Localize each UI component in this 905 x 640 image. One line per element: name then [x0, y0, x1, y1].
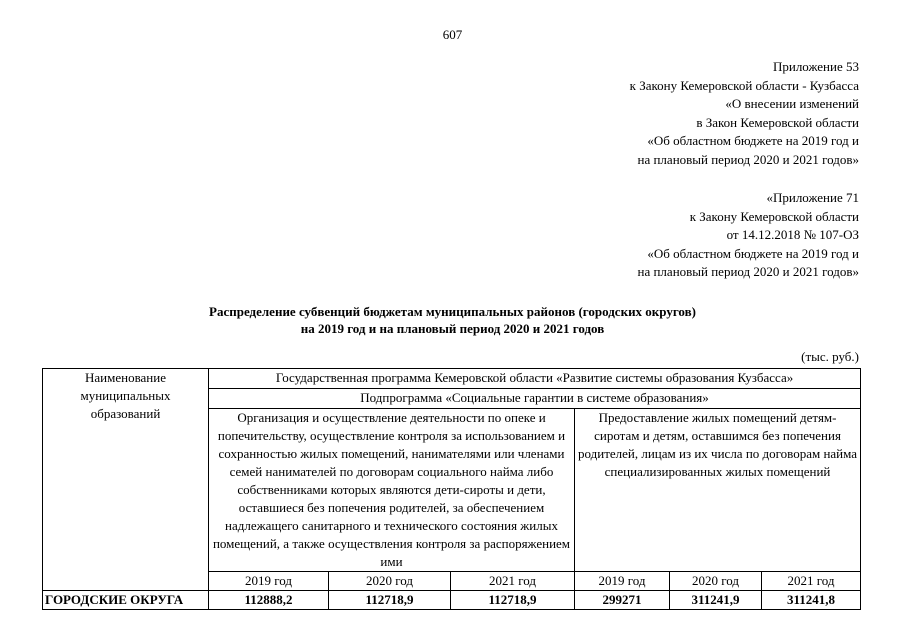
annex-top-line-6: на плановый период 2020 и 2021 годов»: [637, 151, 859, 167]
program-header-row: [43, 369, 861, 389]
units-label: (тыс. руб.): [801, 349, 859, 364]
row-value-3: 112718,9: [451, 591, 575, 610]
program-header: Государственная программа Кемеровской области «Развитие системы образования Кузбасса»: [209, 369, 861, 389]
annex-top-line-3: «О внесении изменений: [725, 96, 859, 112]
annex-bottom-line-1: «Приложение 71: [766, 190, 859, 205]
document-title-line-2: на 2019 год и на плановый период 2020 и 2021 годов: [300, 321, 605, 336]
subprogram-header: Подпрограмма «Социальные гарантии в системе образования»: [209, 389, 861, 409]
table-row: [43, 591, 861, 610]
annex-bottom-line-2: к Закону Кемеровской области: [689, 208, 859, 224]
activity-guardianship-header: Организация и осуществление деятельности по опеке и попечительству, осуществление контроля за использованием и сохранностью жилых помещений, нанимателями или членами семей нанимателей по договорам социального найма либо собственниками которых являются дети-сироты и дети, оставшиеся без попечения родителей, за обеспечением надлежащего санитарного и технического состояния жилых помещений, а также осуществления контроля за распоряжением ими: [209, 409, 575, 572]
row-value-2: 112718,9: [329, 591, 451, 610]
row-value-5: 311241,9: [670, 591, 762, 610]
annex-header-bottom: [638, 189, 860, 282]
annex-top-line-5: «Об областном бюджете на 2019 год и: [647, 133, 859, 149]
row-value-4: 299271: [575, 591, 670, 610]
annex-bottom-line-4: «Об областном бюджете на 2019 год и: [647, 245, 859, 261]
document-title-line-1: Распределение субвенций бюджетам муниципальных районов (городских округов): [209, 304, 696, 319]
annex-top-line-2: к Закону Кемеровской области - Кузбасса: [629, 77, 859, 93]
document-title: [0, 303, 905, 337]
annex-top-line-4: в Закон Кемеровской области: [696, 114, 859, 130]
year-header-4: 2019 год: [575, 572, 670, 591]
year-header-3: 2021 год: [451, 572, 575, 591]
row-value-6: 311241,8: [762, 591, 861, 610]
page-number: 607: [442, 27, 463, 42]
name-header: Наименование муниципальных образований: [43, 369, 209, 591]
activity-housing-header: Предоставление жилых помещений детям-сиротам и детям, оставшимся без попечения родителей, лицам из их числа по договорам найма специализированных жилых помещений: [575, 409, 861, 572]
annex-header-top: [630, 58, 859, 170]
year-header-2: 2020 год: [329, 572, 451, 591]
year-header-1: 2019 год: [209, 572, 329, 591]
annex-top-line-1: Приложение 53: [772, 59, 859, 74]
annex-bottom-line-3: от 14.12.2018 № 107-ОЗ: [726, 227, 859, 243]
row-name: ГОРОДСКИЕ ОКРУГА: [43, 591, 209, 610]
year-header-6: 2021 год: [762, 572, 861, 591]
row-value-1: 112888,2: [209, 591, 329, 610]
annex-bottom-line-5: на плановый период 2020 и 2021 годов»: [637, 264, 859, 280]
subvention-table: [42, 368, 861, 610]
year-header-5: 2020 год: [670, 572, 762, 591]
